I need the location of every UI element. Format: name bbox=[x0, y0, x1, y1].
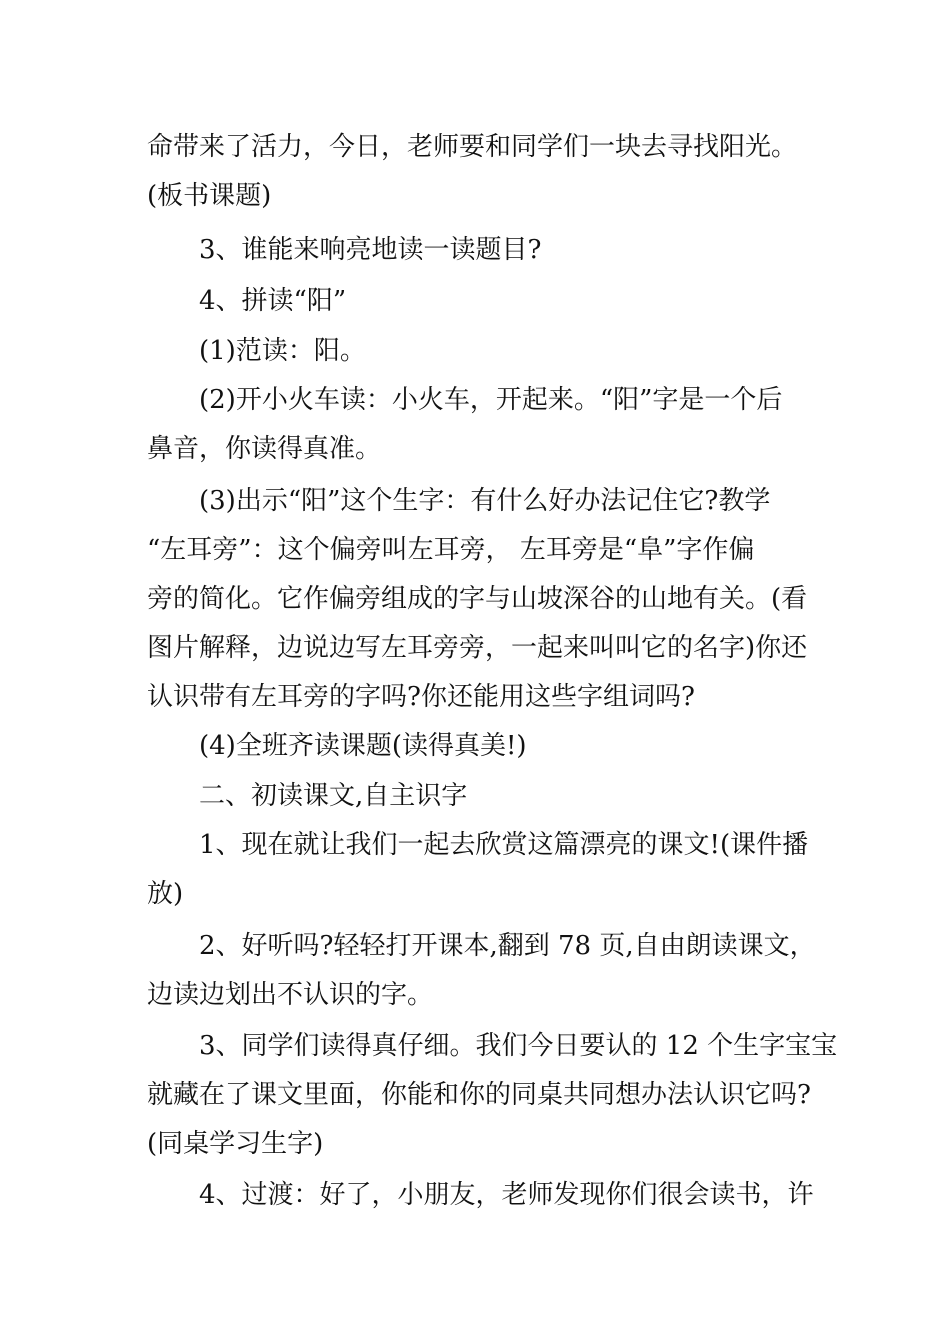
text-line: 4、过渡：好了，小朋友，老师发现你们很会读书，许 bbox=[199, 1180, 814, 1210]
text-line: 旁的简化。它作偏旁组成的字与山坡深谷的山地有关。(看 bbox=[147, 584, 808, 614]
paragraph-2 bbox=[147, 226, 807, 275]
text-line: 放) bbox=[147, 879, 184, 909]
text-line: (2)开小火车读：小火车，开起来。“阳”字是一个后 bbox=[199, 385, 783, 415]
paragraph-6 bbox=[147, 477, 807, 722]
text-line: 2、好听吗?轻轻打开课本,翻到 78 页,自由朗读课文， bbox=[199, 931, 816, 961]
text-line: 1、现在就让我们一起去欣赏这篇漂亮的课文!(课件播 bbox=[199, 830, 809, 860]
text-line: (板书课题) bbox=[147, 181, 272, 211]
paragraph-12 bbox=[147, 1171, 814, 1220]
text-line: 边读边划出不认识的字。 bbox=[147, 980, 434, 1010]
text-line: (同桌学习生字) bbox=[147, 1129, 324, 1159]
paragraph-3 bbox=[147, 277, 807, 326]
text-line: 认识带有左耳旁的字吗?你还能用这些字组词吗? bbox=[147, 682, 695, 712]
paragraph-9 bbox=[147, 821, 807, 919]
text-line: 3、谁能来响亮地读一读题目? bbox=[199, 235, 542, 265]
paragraph-10 bbox=[147, 922, 816, 1020]
text-line: “左耳旁”：这个偏旁叫左耳旁， 左耳旁是“阜”字作偏 bbox=[147, 535, 755, 565]
paragraph-5 bbox=[147, 376, 807, 474]
text-line: (3)出示“阳”这个生字：有什么好办法记住它?教学 bbox=[199, 486, 771, 516]
paragraph-1 bbox=[147, 123, 807, 221]
text-line: 4、拼读“阳” bbox=[199, 286, 347, 316]
text-line: 图片解释，边说边写左耳旁旁，一起来叫叫它的名字)你还 bbox=[147, 633, 808, 663]
text-line: 命带来了活力，今日，老师要和同学们一块去寻找阳光。 bbox=[147, 132, 798, 162]
paragraph-11 bbox=[147, 1022, 838, 1169]
text-line: 鼻音，你读得真准。 bbox=[147, 434, 382, 464]
text-line: (1)范读：阳。 bbox=[199, 336, 366, 366]
paragraph-8 bbox=[147, 772, 807, 821]
text-line: (4)全班齐读课题(读得真美!) bbox=[199, 731, 527, 761]
text-line: 二、初读课文,自主识字 bbox=[199, 781, 468, 811]
text-line: 3、同学们读得真仔细。我们今日要认的 12 个生字宝宝 bbox=[199, 1031, 838, 1061]
paragraph-4 bbox=[147, 327, 807, 376]
text-line: 就藏在了课文里面，你能和你的同桌共同想办法认识它吗? bbox=[147, 1080, 811, 1110]
paragraph-7 bbox=[147, 722, 807, 771]
